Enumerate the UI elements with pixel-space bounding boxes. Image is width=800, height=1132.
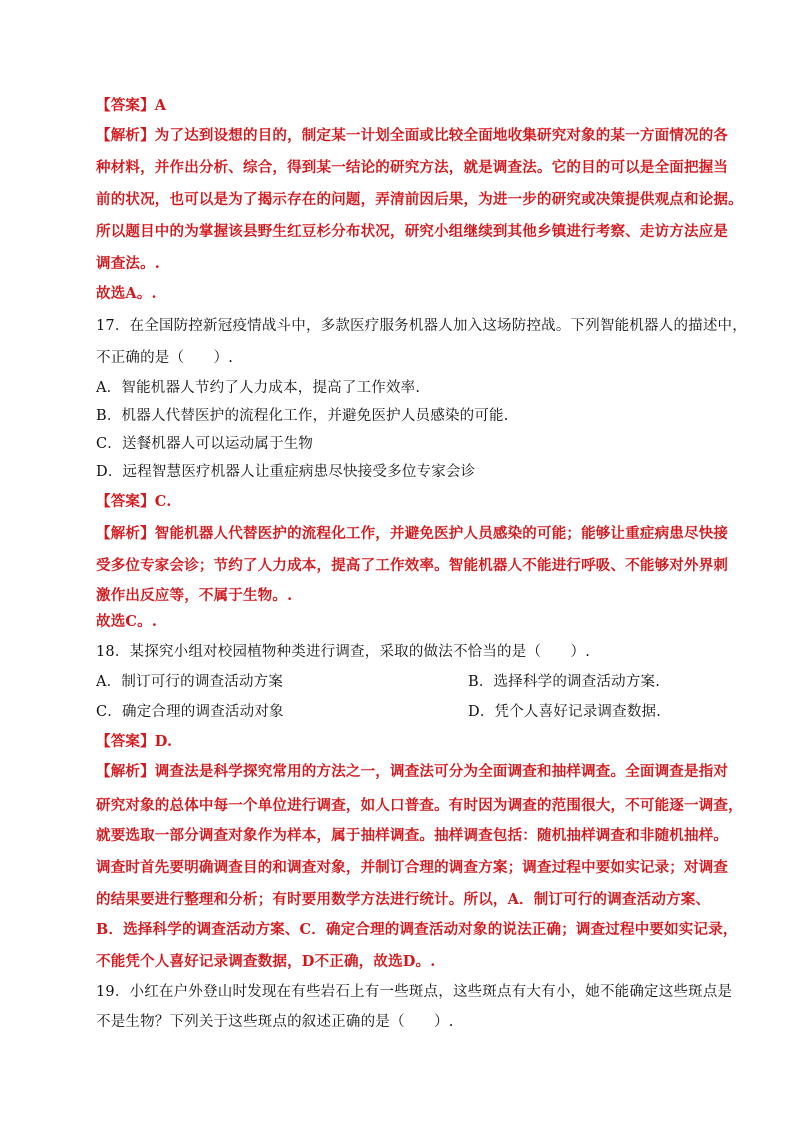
q17-answer: 【答案】C. xyxy=(96,493,172,510)
q17-stem-line-1: 17．在全国防控新冠疫情战斗中，多款医疗服务机器人加入这场防控战。下列智能机器人的描述中， xyxy=(96,318,747,334)
q16-analysis-line-4: 所以题目中的为掌握该县野生红豆杉分布状况，研究小组继续到其他乡镇进行考察、走访方法应是 xyxy=(96,223,729,240)
q16-analysis-line-2: 种材料，并作出分析、综合，得到某一结论的研究方法，就是调查法。它的目的可以是全面把握当 xyxy=(96,159,729,176)
q18-analysis-line-4: 调查时首先要明确调查目的和调查对象，并制订合理的调查方案；调查过程中要如实记录；对调查 xyxy=(96,859,729,876)
q18-option-a: A．制订可行的调查活动方案 xyxy=(96,674,284,690)
q17-option-b: B．机器人代替医护的流程化工作，并避免医护人员感染的可能. xyxy=(96,408,509,424)
q18-option-b: B．选择科学的调查活动方案. xyxy=(468,674,661,690)
q17-analysis-line-3: 激作出反应等，不属于生物。. xyxy=(96,587,293,604)
q18-option-c: C．确定合理的调查活动对象 xyxy=(96,704,284,720)
q19-stem-line-1: 19．小红在户外登山时发现在有些岩石上有一些斑点，这些斑点有大有小，她不能确定这些斑点是 xyxy=(96,984,733,1000)
q18-analysis-line-6: B．选择科学的调查活动方案、C．确定合理的调查活动对象的说法正确；调查过程中要如实记录， xyxy=(96,921,738,938)
q18-answer: 【答案】D. xyxy=(96,733,173,750)
q17-option-a: A．智能机器人节约了人力成本，提高了工作效率. xyxy=(96,380,421,396)
q18-options-row-2 xyxy=(96,702,716,722)
q18-analysis-line-5: 的结果要进行整理和分析；有时要用数学方法进行统计。所以，A．制订可行的调查活动方案、 xyxy=(96,891,711,908)
q19-stem-line-2: 不是生物？下列关于这些斑点的叙述正确的是（ ）. xyxy=(96,1014,454,1030)
q16-answer: 【答案】A xyxy=(96,97,167,114)
q18-analysis-line-1: 【解析】调查法是科学探究常用的方法之一，调查法可分为全面调查和抽样调查。全面调查是指对 xyxy=(96,763,729,780)
q18-option-d: D．凭个人喜好记录调查数据. xyxy=(468,704,662,720)
q18-analysis-line-7: 不能凭个人喜好记录调查数据，D不正确，故选D。. xyxy=(96,953,436,970)
q18-analysis-line-2: 研究对象的总体中每一个单位进行调查，如人口普查。有时因为调查的范围很大，不可能逐一调查， xyxy=(96,797,743,814)
q17-option-d: D．远程智慧医疗机器人让重症病患尽快接受多位专家会诊 xyxy=(96,464,476,480)
q16-analysis-line-1: 【解析】为了达到设想的目的，制定某一计划全面或比较全面地收集研究对象的某一方面情况的各 xyxy=(96,127,729,144)
q17-stem-line-2: 不正确的是（ ）. xyxy=(96,350,234,366)
q16-conclusion: 故选A。. xyxy=(96,285,157,302)
q18-analysis-line-3: 就要选取一部分调查对象作为样本，属于抽样调查。抽样调查包括：随机抽样调查和非随机抽样。 xyxy=(96,827,729,844)
q17-conclusion: 故选C。. xyxy=(96,613,158,630)
q16-analysis-line-3: 前的状况，也可以是为了揭示存在的问题，弄清前因后果，为进一步的研究或决策提供观点和论据。 xyxy=(96,191,743,208)
q17-analysis-line-1: 【解析】智能机器人代替医护的流程化工作，并避免医护人员感染的可能；能够让重症病患尽快接 xyxy=(96,525,729,542)
q18-options-row-1 xyxy=(96,672,716,692)
q18-stem: 18．某探究小组对校园植物种类进行调查，采取的做法不恰当的是（ ）. xyxy=(96,644,591,660)
q16-analysis-line-5: 调查法。. xyxy=(96,255,161,272)
q17-option-c: C．送餐机器人可以运动属于生物 xyxy=(96,436,314,452)
q17-analysis-line-2: 受多位专家会诊；节约了人力成本，提高了工作效率。智能机器人不能进行呼吸、不能够对外界刺 xyxy=(96,557,729,574)
